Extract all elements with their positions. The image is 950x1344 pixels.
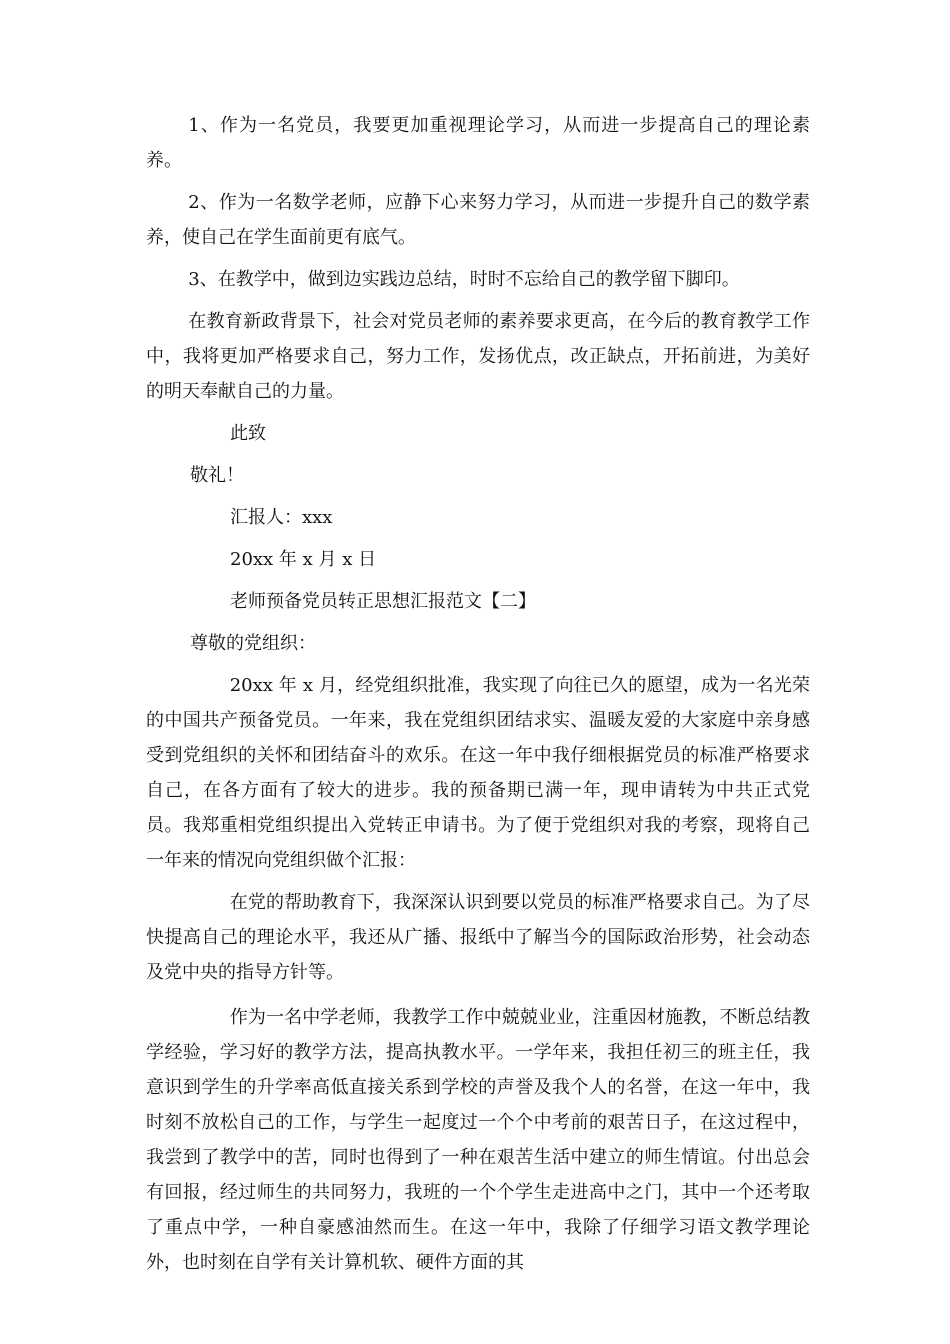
paragraph-1: 1、作为一名党员，我要更加重视理论学习，从而进一步提高自己的理论素养。 <box>146 115 810 171</box>
paragraph-4: 在教育新政背景下，社会对党员老师的素养要求更高，在今后的教育教学工作中，我将更加严格要求自己，努力工作，发扬优点，改正缺点，开拓前进，为美好的明天奉献自己的力量。 <box>146 311 810 402</box>
salutation: 尊敬的党组织： <box>190 633 316 654</box>
report-date: 20xx 年 x 月 x 日 <box>230 549 377 570</box>
section-title: 老师预备党员转正思想汇报范文【二】 <box>230 591 536 612</box>
paragraph-2: 2、作为一名数学老师，应静下心来努力学习，从而进一步提升自己的数学素养，使自己在学生面前更有底气。 <box>146 192 810 248</box>
reporter-name: 汇报人：xxx <box>230 507 333 528</box>
paragraph-3: 3、在教学中，做到边实践边总结，时时不忘给自己的教学留下脚印。 <box>188 269 740 290</box>
closing-cizhi: 此致 <box>230 423 266 444</box>
closing-jingli: 敬礼！ <box>190 465 244 486</box>
body-paragraph-1: 20xx 年 x 月，经党组织批准，我实现了向往已久的愿望，成为一名光荣的中国共产预备党员。一年来，我在党组织团结求实、温暖友爱的大家庭中亲身感受到党组织的关怀和团结奋斗的欢乐。在这一年中我仔细根据党员的标准严格要求自己，在各方面有了较大的进步。我的预备期已满一年，现申请转为中共正式党员。我郑重相党组织提出入党转正申请书。为了便于党组织对我的考察，现将自己一年来的情况向党组织做个汇报： <box>146 675 810 871</box>
body-paragraph-2: 在党的帮助教育下，我深深认识到要以党员的标准严格要求自己。为了尽快提高自己的理论水平，我还从广播、报纸中了解当今的国际政治形势，社会动态及党中央的指导方针等。 <box>146 892 810 983</box>
document-page <box>146 108 810 1287</box>
body-paragraph-3: 作为一名中学老师，我教学工作中兢兢业业，注重因材施教，不断总结教学经验，学习好的教学方法，提高执教水平。一学年来，我担任初三的班主任，我意识到学生的升学率高低直接关系到学校的声誉及我个人的名誉，在这一年中，我时刻不放松自己的工作，与学生一起度过一个个中考前的艰苦日子，在这过程中，我尝到了教学中的苦，同时也得到了一种在艰苦生活中建立的师生情谊。付出总会有回报，经过师生的共同努力，我班的一个个学生走进高中之门，其中一个还考取了重点中学，一种自豪感油然而生。在这一年中，我除了仔细学习语文教学理论外，也时刻在自学有关计算机软、硬件方面的其 <box>146 1007 810 1273</box>
